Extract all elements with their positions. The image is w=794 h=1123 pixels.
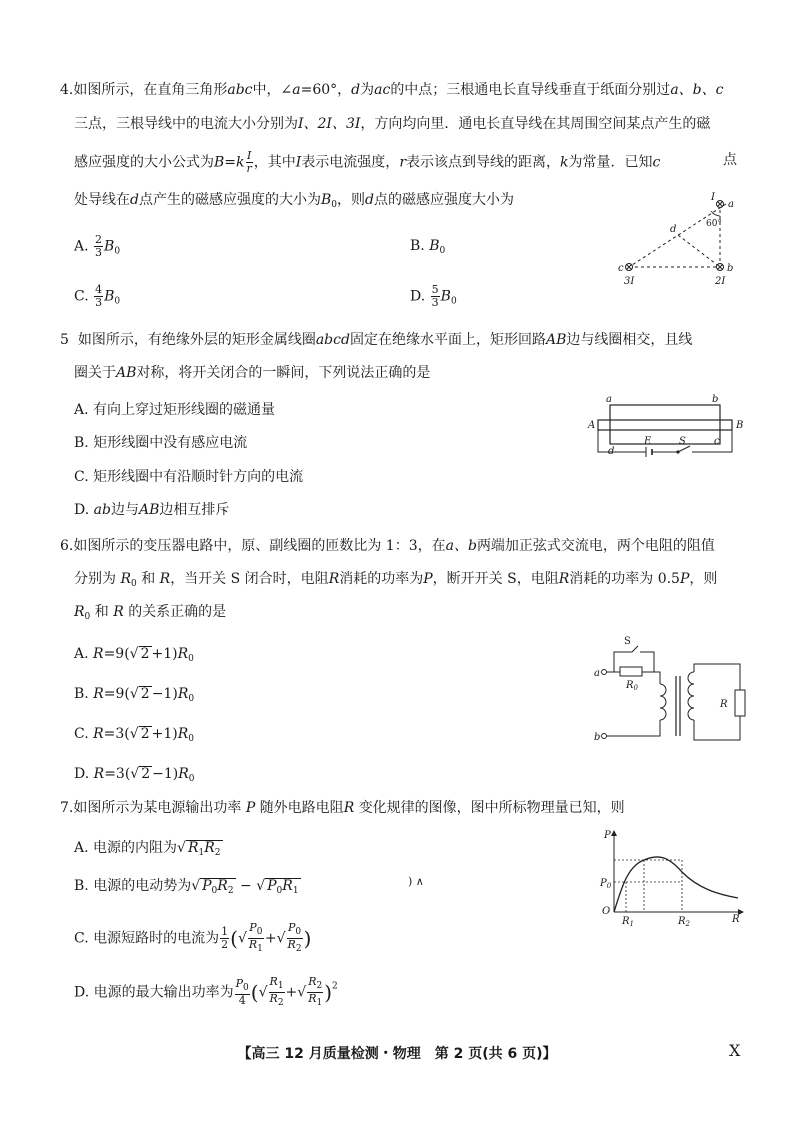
q5-option-a[interactable]: A. 有向上穿过矩形线圈的磁通量 <box>74 402 276 418</box>
q6-fig-label-R: R <box>720 699 728 710</box>
q5-option-d[interactable]: D. ab边与AB边相互排斥 <box>74 502 230 518</box>
q7-option-a[interactable]: A. 电源的内阻为√ $R_1R_2$ <box>74 840 221 858</box>
q4-line3-end: 点 <box>723 152 737 168</box>
q5-fig-label-B: B <box>736 420 744 431</box>
q6-fig-label-a: a <box>594 668 600 679</box>
q6-line1: 6.如图所示的变压器电路中，原、副线圈的匝数比为 1：3，在a、b两端加正弦式交流电，两个电阻的阻值 <box>60 538 715 554</box>
q6-transformer-figure <box>594 632 754 742</box>
q5-coil-circuit-figure <box>586 392 746 472</box>
q6-option-a[interactable]: A. R=9(√ $2 +1)R_0$ <box>74 646 194 664</box>
q6-option-d[interactable]: D. R=3(√ $2 -1)R_0$ <box>74 766 195 784</box>
q7-option-b[interactable]: B. 电源的电动势为√ $P_0R_2$ − √ $P_0R_1$ <box>74 878 299 896</box>
q4-line3: 感应强度的大小公式为B=k $\frac{I}{r}$ ，其中I表示电流强度，r表示该点到导线的距离，k为常量．已知c <box>74 149 661 175</box>
q5-fig-label-d: d <box>608 446 615 457</box>
q5-fig-label-b: b <box>712 394 719 405</box>
q5-option-b[interactable]: B. 矩形线圈中没有感应电流 <box>74 435 248 451</box>
q6-fig-label-b: b <box>594 732 601 743</box>
q4-line1: 4.如图所示，在直角三角形abc中，∠a=60°，d为ac的中点；三根通电长直导线垂直于纸面分别过a、b、c <box>60 82 724 98</box>
q6-option-c[interactable]: C. R=3(√ $2 +1)R_0$ <box>74 726 195 744</box>
q7-option-d[interactable]: D. 电源的最大输出功率为 $\frac{P_0}{4}$ (√ $\frac{R_1}{R_2}$ +√ $\frac{R_2}{R_1}$ )$^2$ <box>74 975 338 1008</box>
q5-fig-label-A: A <box>588 420 596 431</box>
q7-option-c[interactable]: C. 电源短路时的电流为 $\frac{1}{2}$ (√ $\frac{P_0}{R_1}$ +√ $\frac{P_0}{R_2}$ ) <box>74 921 312 954</box>
stray-mark: ) ∧ <box>408 875 424 888</box>
page-mark: X <box>729 1041 741 1060</box>
q4-fig-label-angle: 60° <box>706 219 722 229</box>
q7-fig-label-R2: $R_2$ <box>678 916 690 928</box>
q7-fig-label-O: O <box>602 906 611 917</box>
q4-fig-label-2I: 2I <box>715 276 726 287</box>
q7-line1: 7.如图所示为某电源输出功率 P 随外电路电阻R 变化规律的图像，图中所标物理量已知，则 <box>60 800 625 816</box>
q5-line1: 5 如图所示，有绝缘外层的矩形金属线圈abcd固定在绝缘水平面上，矩形回路AB边与线圈相交，且线 <box>60 332 693 348</box>
q7-fig-label-P: P <box>604 830 611 841</box>
q7-fig-label-P0: $P_0$ <box>600 878 612 890</box>
q7-fig-label-R1: $R_1$ <box>622 916 634 928</box>
q4-triangle-figure <box>612 190 752 290</box>
q6-option-b[interactable]: B. R=9(√ $2 -1)R_0$ <box>74 686 195 704</box>
q4-fig-label-3I: 3I <box>624 276 635 287</box>
q6-line3: $R_0$ 和 R 的关系正确的是 <box>74 604 227 622</box>
q4-fig-label-I: I <box>711 192 715 203</box>
q4-line4: 处导线在d点产生的磁感应强度的大小为$B_0$，则d点的磁感应强度大小为 <box>74 192 514 210</box>
q5-fig-label-c: c <box>714 436 720 447</box>
q4-option-a[interactable]: A. $\frac{2}{3}$ $B_0$ <box>74 233 121 259</box>
page-footer: 【高三 12 月质量检测・物理 第 2 页(共 6 页)】 <box>237 1046 557 1062</box>
q4-option-d[interactable]: D. $\frac{5}{3}$ $B_0$ <box>410 283 457 309</box>
q5-line2: 圈关于AB对称，将开关闭合的一瞬间，下列说法正确的是 <box>74 365 431 381</box>
q4-fig-label-c: c <box>618 263 624 274</box>
q4-fig-label-a: a <box>728 199 734 210</box>
q5-fig-label-E: E <box>644 436 652 447</box>
q4-option-b[interactable]: B. $B_0$ <box>410 238 446 256</box>
q7-power-curve-figure <box>598 826 748 926</box>
q6-fig-label-S: S <box>624 636 631 647</box>
q6-line2: 分别为 $R_0$ 和 R，当开关 S 闭合时，电阻R消耗的功率为P，断开开关 S，电阻R消耗的功率为 0.5P，则 <box>74 571 718 589</box>
q5-option-c[interactable]: C. 矩形线圈中有沿顺时针方向的电流 <box>74 469 304 485</box>
q4-option-c[interactable]: C. $\frac{4}{3}$ $B_0$ <box>74 283 121 309</box>
q6-fig-label-R0: $R_0$ <box>626 680 638 692</box>
q7-fig-label-R: R <box>732 914 740 925</box>
q4-line2: 三点，三根导线中的电流大小分别为I、2I、3I，方向均向里．通电长直导线在其周围空间某点产生的磁 <box>74 116 711 132</box>
q4-fig-label-b: b <box>727 263 734 274</box>
q5-fig-label-S: S <box>679 436 686 447</box>
q5-fig-label-a: a <box>606 394 612 405</box>
q4-fig-label-d: d <box>670 224 677 235</box>
